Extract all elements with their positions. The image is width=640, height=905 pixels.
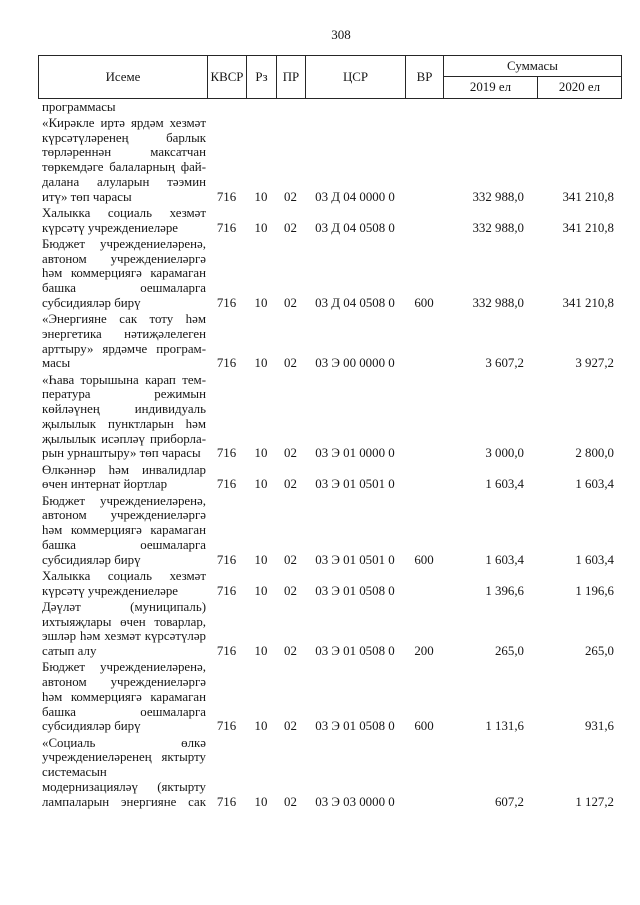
kvsr-cell: 716 [216, 220, 237, 235]
kvsr-cell: 716 [216, 644, 237, 658]
table-row [38, 492, 621, 567]
row-name-line: итү» төп чарасы [42, 189, 132, 204]
rz-cell: 10 [254, 446, 268, 461]
sum-2020-cell: 3 927,2 [575, 356, 614, 371]
row-name [38, 116, 207, 205]
sum-2019-cell: 332 988,0 [472, 295, 524, 310]
row-name-line: көйләүнең индивидуаль [42, 402, 206, 416]
vr-cell: 200 [414, 644, 434, 658]
sum-2019-cell: 3 000,0 [485, 446, 524, 461]
pr-cell: 02 [284, 189, 297, 204]
pr-cell: 02 [284, 477, 297, 492]
sum-2020-cell: 341 210,8 [562, 295, 614, 310]
csr-cell: 03 Э 01 0508 0 [315, 644, 395, 658]
pr-cell: 02 [284, 295, 297, 310]
row-name-line: Дәүләт (муниципаль) [42, 599, 206, 614]
row-name-line: җылылык исәпләү приборла- [42, 431, 206, 446]
row-name-line: Халыкка социаль хезмәт [42, 205, 206, 220]
row-name-line: автоном учреждениеләргә [42, 675, 206, 689]
row-name [38, 312, 207, 371]
row-name-line: башка оешмаларга [42, 537, 206, 552]
row-name [38, 494, 207, 568]
sum-2019-cell: 1 131,6 [485, 719, 524, 734]
row-name-line: «Һава торышына карап тем- [42, 372, 206, 387]
header-rz: Рз [246, 55, 277, 99]
csr-cell: 03 Д 04 0508 0 [315, 220, 395, 235]
kvsr-cell: 716 [216, 295, 237, 310]
row-name-line: эшләр һәм хезмәт күрсәтүләр [42, 629, 206, 644]
row-name-line: автоном учреждениеләргә [42, 251, 206, 266]
row-name-line: Бюджет учреждениеләренә, [42, 660, 206, 675]
row-name-line: учреждениеләренең яктырту [42, 750, 206, 765]
row-name-line: ихтыяҗлары өчен товарлар, [42, 614, 206, 629]
table-row [38, 371, 621, 461]
row-name-line: арттыру» ярдәмче програм- [42, 341, 206, 356]
row-name-line: өчен интернат йортлар [42, 477, 168, 492]
row-name [38, 373, 207, 462]
row-name-line: Бюджет учреждениеләренә, [42, 236, 206, 251]
kvsr-cell: 716 [216, 719, 237, 734]
sum-2020-cell: 931,6 [584, 719, 614, 734]
table-row [38, 734, 621, 809]
sum-2020-cell: 2 800,0 [575, 446, 614, 461]
csr-cell: 03 Д 04 0508 0 [315, 295, 395, 310]
kvsr-cell: 716 [216, 583, 237, 598]
sum-2019-cell: 265,0 [494, 644, 524, 658]
header-kvsr: КВСР [207, 55, 247, 99]
row-name-line: күрсәтү учреждениеләре [42, 220, 179, 235]
pr-cell: 02 [284, 356, 297, 371]
row-name-line: модернизацияләү (яктырту [42, 779, 206, 794]
sum-2019-cell: 3 607,2 [485, 356, 524, 371]
table-body [38, 98, 621, 809]
table-row [38, 567, 621, 598]
row-name-line: «Кирәкле иртә ярдәм хезмәт [42, 115, 206, 130]
row-name-line: күрсәтү учреждениеләре [42, 583, 179, 598]
sum-2020-cell: 1 603,4 [575, 552, 614, 567]
row-name [38, 206, 207, 236]
sum-2019-cell: 1 396,6 [485, 583, 524, 598]
row-name [38, 463, 207, 493]
row-name [38, 569, 207, 599]
row-name-line: җылылык пунктларын һәм [42, 416, 206, 431]
table-row [38, 235, 621, 310]
sum-2020-cell: 341 210,8 [562, 220, 614, 235]
row-name-line: һәм коммерциягә карамаган [42, 689, 206, 704]
header-csr: ЦСР [305, 55, 406, 99]
pr-cell: 02 [284, 220, 297, 235]
vr-cell: 600 [414, 552, 434, 567]
csr-cell: 03 Э 01 0508 0 [315, 583, 395, 598]
table-row [38, 311, 621, 372]
row-name-line: һәм коммерциягә карамаган [42, 266, 206, 281]
header-pr: ПР [276, 55, 306, 99]
kvsr-cell: 716 [216, 356, 237, 371]
row-name-line: энергетика нәтиҗәлелеген [42, 326, 206, 341]
row-name-line: лампаларын энергияне сак [42, 794, 206, 809]
sum-2019-cell: 1 603,4 [485, 477, 524, 492]
sum-2020-cell: 341 210,8 [562, 189, 614, 204]
kvsr-cell: 716 [216, 189, 237, 204]
row-name-line: системасын [42, 765, 107, 779]
header-year-2020: 2020 ел [537, 76, 622, 99]
kvsr-cell: 716 [216, 552, 237, 567]
sum-2020-cell: 265,0 [584, 644, 614, 658]
header-name: Исеме [38, 55, 208, 99]
rz-cell: 10 [254, 356, 268, 371]
vr-cell: 600 [414, 719, 434, 734]
row-name-line: күрсәтүләренең барлык [42, 130, 206, 145]
row-name-line: Өлкәннәр һәм инвалидлар [42, 462, 206, 477]
row-name [38, 237, 207, 311]
row-name [38, 660, 207, 734]
row-name-line: башка оешмаларга [42, 704, 206, 719]
row-name-line: субсидияләр бирү [42, 719, 141, 734]
csr-cell: 03 Э 01 0000 0 [315, 446, 395, 461]
row-name-line: далана алуларын тәэмин [42, 174, 206, 189]
sum-2020-cell: 1 127,2 [575, 794, 614, 809]
row-name-line: сатып алу [42, 644, 97, 658]
table-row [38, 461, 621, 492]
row-name-line: «Энергияне сак тоту һәм [42, 312, 206, 326]
csr-cell: 03 Э 01 0501 0 [315, 552, 395, 567]
row-name-line: Бюджет учреждениеләренә, [42, 493, 206, 508]
row-name-line: пература режимын [42, 387, 206, 402]
row-name-line: рын урнаштыру» төп чарасы [42, 446, 201, 461]
row-name-line: төрләреннән максатчан [42, 145, 206, 160]
sum-2019-cell: 332 988,0 [472, 220, 524, 235]
table-row [38, 98, 621, 114]
csr-cell: 03 Э 00 0000 0 [315, 356, 395, 371]
sum-2019-cell: 607,2 [494, 794, 524, 809]
row-name-line: программасы [42, 99, 116, 114]
table-row [38, 659, 621, 734]
row-name-line: һәм коммерциягә карамаган [42, 523, 206, 537]
sum-2019-cell: 332 988,0 [472, 189, 524, 204]
table-row [38, 598, 621, 659]
rz-cell: 10 [254, 644, 268, 658]
rz-cell: 10 [254, 189, 268, 204]
header-vr: ВР [405, 55, 444, 99]
pr-cell: 02 [284, 446, 297, 461]
table-row [38, 114, 621, 204]
rz-cell: 10 [254, 719, 268, 734]
page-number: 308 [331, 27, 351, 42]
pr-cell: 02 [284, 794, 297, 809]
pr-cell: 02 [284, 719, 297, 734]
sum-2020-cell: 1 196,6 [575, 583, 614, 598]
pr-cell: 02 [284, 644, 297, 658]
header-year-2019: 2019 ел [443, 76, 538, 99]
rz-cell: 10 [254, 794, 268, 809]
pr-cell: 02 [284, 552, 297, 567]
row-name-line: субсидияләр бирү [42, 552, 141, 567]
rz-cell: 10 [254, 552, 268, 567]
rz-cell: 10 [254, 295, 268, 310]
row-name [38, 600, 207, 659]
kvsr-cell: 716 [216, 446, 237, 461]
row-name-line: төркемдәге балаларның фай- [42, 160, 206, 174]
row-name-line: субсидияләр бирү [42, 295, 141, 310]
kvsr-cell: 716 [216, 794, 237, 809]
row-name-line: масы [42, 356, 71, 371]
sum-2019-cell: 1 603,4 [485, 552, 524, 567]
row-name [38, 736, 207, 810]
csr-cell: 03 Э 03 0000 0 [315, 794, 395, 809]
table-row [38, 204, 621, 235]
csr-cell: 03 Э 01 0501 0 [315, 477, 395, 492]
csr-cell: 03 Э 01 0508 0 [315, 719, 395, 734]
csr-cell: 03 Д 04 0000 0 [315, 189, 395, 204]
vr-cell: 600 [414, 295, 434, 310]
row-name-line: «Социаль өлкә [42, 735, 206, 750]
rz-cell: 10 [254, 583, 268, 598]
row-name [38, 100, 207, 115]
sum-2020-cell: 1 603,4 [575, 477, 614, 492]
rz-cell: 10 [254, 477, 268, 492]
row-name-line: башка оешмаларга [42, 281, 206, 295]
row-name-line: автоном учреждениеләргә [42, 508, 206, 523]
header-sums: Суммасы [443, 55, 622, 77]
rz-cell: 10 [254, 220, 268, 235]
pr-cell: 02 [284, 583, 297, 598]
kvsr-cell: 716 [216, 477, 237, 492]
row-name-line: Халыкка социаль хезмәт [42, 568, 206, 583]
